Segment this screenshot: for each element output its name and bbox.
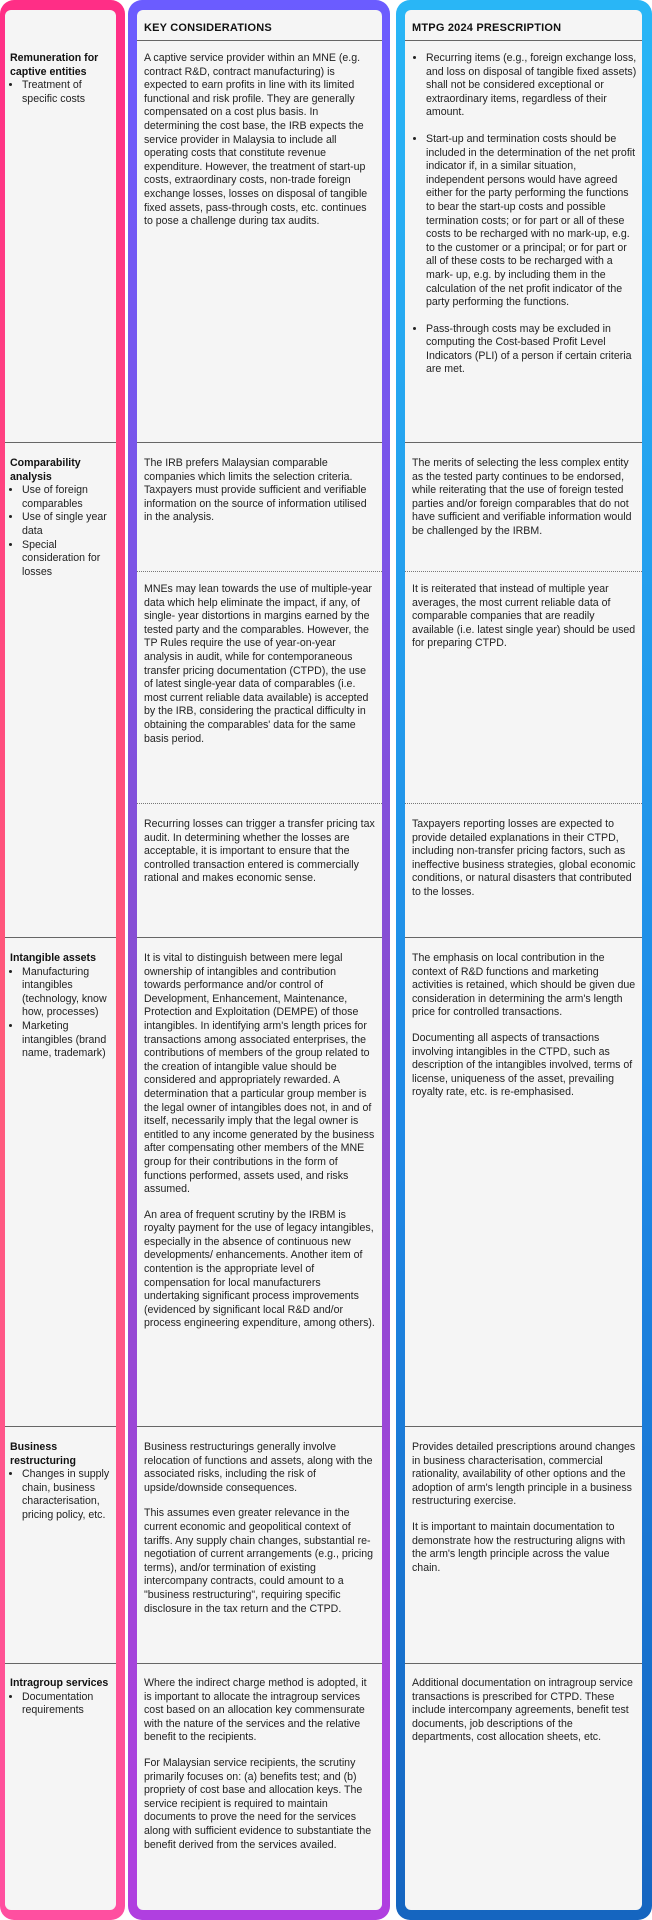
- row-title: Intangible assets: [10, 952, 96, 964]
- row-title: Remuneration for captive entities: [10, 52, 99, 78]
- sub-divider: [137, 803, 382, 804]
- row-divider: [137, 442, 382, 443]
- key-paragraph: It is vital to distinguish between mere legal ownership of intangibles and contribution towards performance and/or control of Development, Enhancement, Maintenance, Protection and Exploitation (DEMPE) of those intangibles. In identifying arm's length prices for transactions among associated enterprises, the contributions of members of the group related to the creation of intangible value should be considered and appropriately rewarded. A determination that a particular group member is the legal owner of intangibles does not, in and of itself, necessarily imply that the legal owner is entitled to any income generated by the business after compensating other members of the MNE group for their contributions in the form of functions performed, assets used, and risks assumed.: [144, 952, 375, 1196]
- comparability-key-2: MNEs may lean towards the use of multiple-year data which help eliminate the impact, if any, of single- year distortions in margins earned by the tested party and the comparables. However, the TP Rules require the use of year-on-year analysis in audit, while for contemporaneous transfer pricing documentation (CTPD), the use of latest single-year data of comparables (i.e. most current reliable data available) is accepted by the IRB, considering the practical difficulty in obtaining the comparables' data for the same basis period.: [144, 583, 372, 745]
- row-divider: [405, 937, 642, 938]
- row-divider: [5, 937, 116, 938]
- row-bullet: • Use of single year data: [22, 511, 114, 538]
- row-divider: [405, 442, 642, 443]
- row-bullet: • Special consideration for losses: [22, 539, 114, 580]
- row-intangibles-key: [144, 952, 376, 1343]
- mtpg-bullet: • Start-up and termination costs should be included in the determination of the net profit indicator if, in a similar situation, independent persons would have agreed either for the party performing the functions to bear the start-up costs and possible termination costs; or for part or all of these costs to be recharged with no mark-up, e.g. to the customer or a principal; or for part or all of these costs to be recharged with a mark- up, e.g. by including them in the calculation of the net profit indicator of the party performing the functions.: [426, 133, 637, 310]
- key-paragraph: For Malaysian service recipients, the scrutiny primarily focuses on: (a) benefits test; and (b) propriety of cost base and allocation keys. The service recipient is required to maintain documents to prove the need for the services along with sufficient evidence to substantiate the benefit derived from the services availed.: [144, 1756, 372, 1851]
- row-remuneration-mtpg: [412, 52, 637, 390]
- row-remuneration-key: [144, 52, 376, 241]
- comparability-key-3: Recurring losses can trigger a transfer pricing tax audit. In determining whether the losses are acceptable, it is important to ensure that the controlled transaction entered is commercially rational and makes economic sense.: [144, 818, 375, 885]
- sub-divider: [405, 571, 642, 572]
- row-intangibles-label: [10, 952, 114, 1061]
- key-paragraph: An area of frequent scrutiny by the IRBM is royalty payment for the use of legacy intangibles, especially in the absence of continuous new developments/ enhancements. Another item of contention is the appropriate level of compensation for local manufacturers undertaking significant process improvements (evidenced by significant local R&D and/or process engineering expenditure, among others).: [144, 1208, 375, 1330]
- row-intragroup-label: [10, 1677, 114, 1718]
- row-bullet: • Use of foreign comparables: [22, 484, 114, 511]
- row-bullet: • Treatment of specific costs: [22, 79, 114, 106]
- header-mtpg-prescription: MTPG 2024 PRESCRIPTION: [412, 22, 562, 34]
- header-divider: [405, 40, 642, 41]
- row-divider: [137, 1426, 382, 1427]
- key-paragraph: This assumes even greater relevance in the current economic and geopolitical context of tariffs. Any supply chain changes, substantial re- negotiation of current arrangements (e.g., pricing terms), and/or termination of existing intercompany contracts, could amount to a "business restructuring", requiring specific disclosure in the tax return and the CTPD.: [144, 1507, 374, 1615]
- header-key-considerations: KEY CONSIDERATIONS: [144, 22, 272, 34]
- row-bullet: • Changes in supply chain, business characterisation, pricing policy, etc.: [22, 1468, 114, 1522]
- comparability-key-1: The IRB prefers Malaysian comparable companies which limits the selection criteria. Taxpayers must provide sufficient and verifiable information on the source of information utilised in the analysis.: [144, 457, 367, 524]
- row-remuneration-label: [10, 52, 114, 106]
- row-bullet: • Marketing intangibles (brand name, trademark): [22, 1020, 114, 1061]
- mtpg-bullet: • Recurring items (e.g., foreign exchange loss, and loss on disposal of tangible fixed assets) shall not be considered exceptional or extraordinary items, regardless of their amount.: [426, 52, 637, 120]
- row-comparability-label: [10, 457, 114, 579]
- row-divider: [5, 1426, 116, 1427]
- row-divider: [5, 1663, 116, 1664]
- row-divider: [405, 1663, 642, 1664]
- mtpg-paragraph: Documenting all aspects of transactions involving intangibles in the CTPD, such as description of the intangibles involved, terms of license, uniqueness of the asset, prevailing royalty rate, etc. is re-emphasised.: [412, 1031, 633, 1099]
- mtpg-bullet: • Pass-through costs may be excluded in computing the Cost-based Profit Level Indicators (PLI) of a person if certain criteria are met.: [426, 323, 637, 377]
- comparability-mtpg-3: Taxpayers reporting losses are expected to provide detailed explanations in their CTPD, including non-transfer pricing factors, such as ineffective business strategies, global economic conditions, or natural disasters that contributed to the losses.: [412, 818, 636, 898]
- row-restructuring-label: [10, 1441, 114, 1523]
- mtpg-paragraph: Additional documentation on intragroup service transactions is prescribed for CTPD. These include intercompany agreements, benefit test documents, job descriptions of the departments, cost allocation sheets, etc.: [412, 1677, 633, 1744]
- mtpg-paragraph: It is important to maintain documentation to demonstrate how the restructuring aligns with the arm's length principle across the value chain.: [412, 1520, 626, 1574]
- key-paragraph: Where the indirect charge method is adopted, it is important to allocate the intragroup services cost based on an allocation key commensurate with the nature of the services and the relative benefit to the recipients.: [144, 1677, 367, 1744]
- key-paragraph: A captive service provider within an MNE (e.g. contract R&D, contract manufacturing) is expected to earn profits in line with its limited functional and risk profile. They are generally compensated on a cost plus basis. In determining the cost base, the IRB expects the service provider in Malaysia to include all operating costs that constitute revenue expenditure. However, the treatment of start-up costs, extraordinary costs, non-trade foreign exchange losses, losses on disposal of tangible fixed assets, pass-through costs, etc. continues to pose a challenge during tax audits.: [144, 52, 368, 228]
- header-divider: [137, 40, 382, 41]
- mtpg-paragraph: Provides detailed prescriptions around changes in business characterisation, commercial rationality, availability of other options and the adoption of arm's length principle in a business restructuring exercise.: [412, 1441, 636, 1508]
- sub-divider: [405, 803, 642, 804]
- row-intragroup-key: [144, 1677, 376, 1864]
- row-intangibles-mtpg: [412, 952, 637, 1112]
- row-divider: [5, 442, 116, 443]
- comparability-mtpg-1: The merits of selecting the less complex entity as the tested party continues to be endorsed, while reiterating that the use of foreign tested parties and/or foreign comparables that do not have sufficient and verifiable information would be challenged by the IRBM.: [412, 457, 632, 537]
- row-intragroup-mtpg: [412, 1677, 637, 1757]
- row-divider: [137, 1663, 382, 1664]
- row-title: Comparability analysis: [10, 457, 81, 483]
- row-restructuring-mtpg: [412, 1441, 637, 1587]
- mtpg-paragraph: The emphasis on local contribution in the context of R&D functions and marketing activities is retained, which should be given due consideration in determining the arm's length price for controlled transactions.: [412, 952, 636, 1019]
- row-bullet: • Documentation requirements: [22, 1691, 114, 1718]
- row-bullet: • Manufacturing intangibles (technology, know how, processes): [22, 966, 114, 1020]
- key-paragraph: Business restructurings generally involve relocation of functions and assets, along with the associated risks, including the risk of upside/downside consequences.: [144, 1441, 373, 1494]
- row-divider: [405, 1426, 642, 1427]
- row-divider: [137, 937, 382, 938]
- sub-divider: [137, 571, 382, 572]
- row-title: Intragroup services: [10, 1677, 109, 1689]
- comparability-mtpg-2: It is reiterated that instead of multiple year averages, the most current reliable data of comparable companies that are readily available (i.e. latest single year) should be used for preparing CTPD.: [412, 583, 636, 650]
- row-restructuring-key: [144, 1441, 376, 1628]
- row-title: Business restructuring: [10, 1441, 76, 1467]
